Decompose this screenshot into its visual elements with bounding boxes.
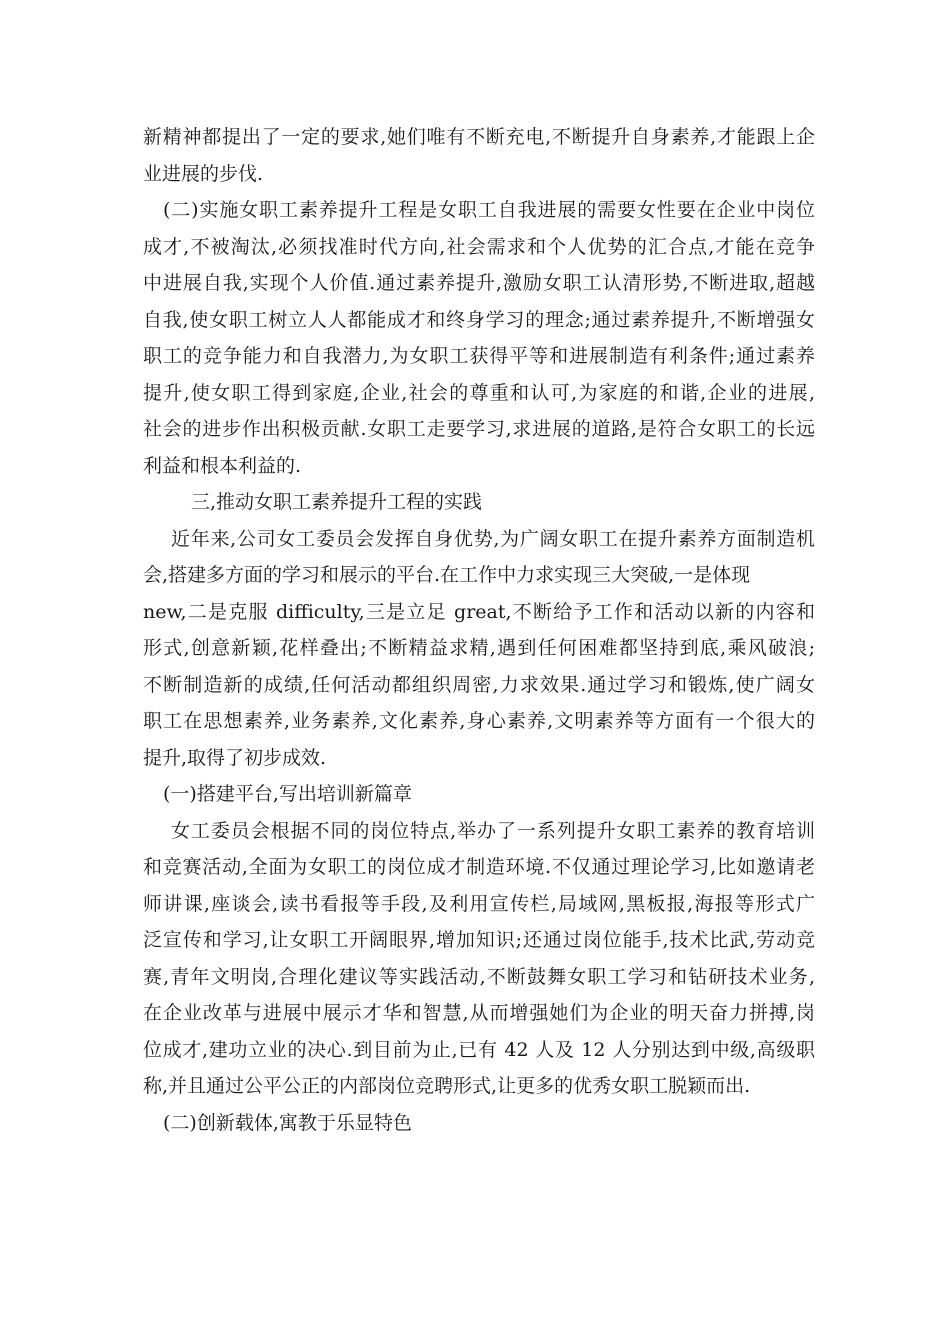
text-line: 业进展的步伐. [143, 162, 264, 185]
text-line: 近年来,公司女工委员会发挥自身优势,为广阔女职工在提升素养方面制造机 [171, 527, 815, 550]
text-line: (一)搭建平台,写出培训新篇章 [163, 783, 412, 805]
text-line: 三,推动女职工素养提升工程的实践 [191, 491, 483, 513]
text-line: 社会的进步作出积极贡献.女职工走要学习,求进展的道路,是符合女职工的长远 [143, 418, 815, 440]
text-line: 提升,取得了初步成效. [143, 746, 327, 769]
text-line: 成才,不被淘汰,必须找准时代方向,社会需求和个人优势的汇合点,才能在竞争 [143, 235, 815, 258]
text-line: 职工在思想素养,业务素养,文化素养,身心素养,文明素养等方面有一个很大的 [143, 710, 815, 732]
text-line: 泛宣传和学习,让女职工开阔眼界,增加知识;还通过岗位能手,技术比武,劳动竞 [143, 929, 815, 951]
text-line: new,二是克服 difficulty,三是立足 great,不断给予工作和活动以新的内容和 [143, 600, 815, 623]
text-line: (二)实施女职工素养提升工程是女职工自我进展的需要女性要在企业中岗位 [163, 199, 815, 221]
text-line: 会,搭建多方面的学习和展示的平台.在工作中力求实现三大突破,一是体现 [143, 564, 751, 586]
text-line: 利益和根本利益的. [143, 454, 302, 477]
text-line: 自我,使女职工树立人人都能成才和终身学习的理念;通过素养提升,不断增强女 [143, 308, 815, 331]
text-line: 赛,青年文明岗,合理化建议等实践活动,不断鼓舞女职工学习和钻研技术业务, [143, 965, 815, 988]
text-line: 和竞赛活动,全面为女职工的岗位成才制造环境.不仅通过理论学习,比如邀请老 [143, 856, 815, 878]
text-line: 职工的竞争能力和自我潜力,为女职工获得平等和进展制造有利条件;通过素养 [143, 345, 815, 367]
text-line: 女工委员会根据不同的岗位特点,举办了一系列提升女职工素养的教育培训 [171, 819, 815, 842]
text-line: (二)创新载体,寓教于乐显特色 [163, 1111, 412, 1134]
text-line: 称,并且通过公平公正的内部岗位竞聘形式,让更多的优秀女职工脱颖而出. [143, 1075, 751, 1097]
text-line: 新精神都提出了一定的要求,她们唯有不断充电,不断提升自身素养,才能跟上企 [143, 126, 815, 148]
text-line: 位成才,建功立业的决心.到目前为止,已有 42 人及 12 人分别达到中级,高级职 [143, 1038, 815, 1061]
text-line: 在企业改革与进展中展示才华和智慧,从而增强她们为企业的明天奋力拼搏,岗 [143, 1002, 815, 1024]
text-line: 中进展自我,实现个人价值.通过素养提升,激励女职工认清形势,不断进取,超越 [143, 272, 815, 294]
text-line: 不断制造新的成绩,任何活动都组织周密,力求效果.通过学习和锻炼,使广阔女 [143, 673, 815, 696]
text-line: 提升,使女职工得到家庭,企业,社会的尊重和认可,为家庭的和谐,企业的进展, [143, 381, 815, 404]
body-text [143, 119, 815, 1141]
text-line: 形式,创意新颖,花样叠出;不断精益求精,遇到任何困难都坚持到底,乘风破浪; [143, 637, 815, 659]
text-line: 师讲课,座谈会,读书看报等手段,及利用宣传栏,局域网,黑板报,海报等形式广 [143, 892, 815, 915]
